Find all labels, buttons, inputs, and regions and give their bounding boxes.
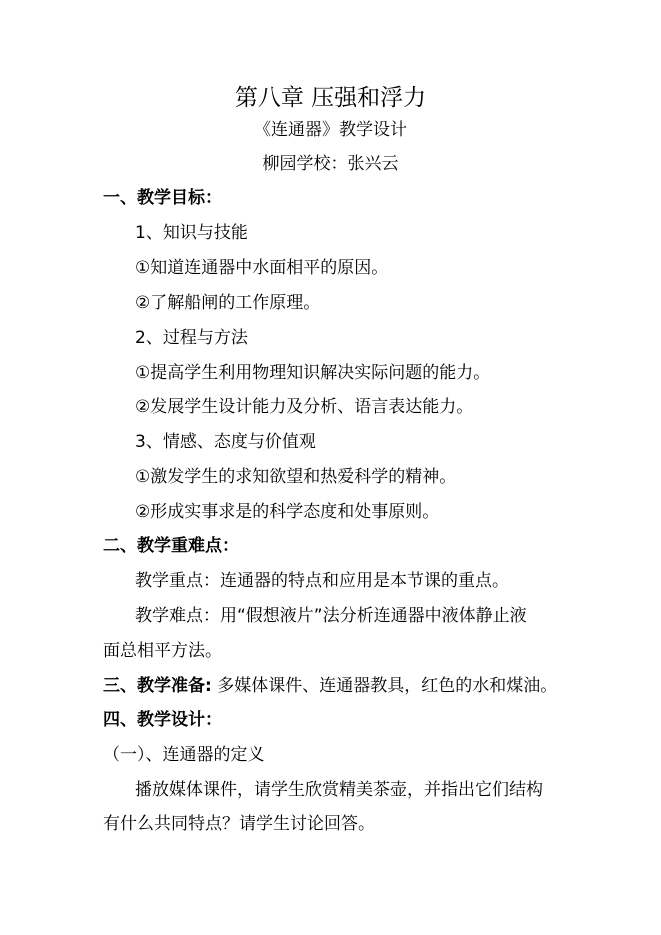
document-author: 柳园学校：张兴云 [262, 154, 399, 174]
preparation-line [103, 675, 557, 697]
objective-item: ②发展学生设计能力及分析、语言表达能力。 [135, 397, 474, 417]
key-point-text: 教学重点：连通器的特点和应用是本节课的重点。 [135, 571, 509, 591]
objective-process-methods: 2、过程与方法 [135, 328, 248, 348]
objective-item: ①知道连通器中水面相平的原因。 [135, 258, 389, 278]
section-heading-key-points: 二、教学重难点： [103, 536, 239, 556]
difficulty-text-line2: 面总相平方法。 [103, 641, 222, 661]
section-heading-objectives: 一、教学目标： [103, 188, 222, 208]
design-paragraph-line1: 播放媒体课件，请学生欣赏精美茶壶，并指出它们结构 [135, 780, 543, 800]
objective-emotion-values: 3、情感、态度与价值观 [135, 432, 316, 452]
document-title: 第八章 压强和浮力 [234, 85, 427, 111]
section-heading-design: 四、教学设计： [103, 710, 222, 730]
document-subtitle: 《连通器》教学设计 [254, 120, 407, 140]
subsection-definition: （一）、连通器的定义 [103, 745, 265, 765]
preparation-text: 多媒体课件、连通器教具，红色的水和煤油。 [211, 676, 558, 696]
objective-knowledge-skills: 1、知识与技能 [135, 223, 248, 243]
objective-item: ①激发学生的求知欲望和热爱科学的精神。 [135, 467, 457, 487]
objective-item: ①提高学生利用物理知识解决实际问题的能力。 [135, 363, 491, 383]
objective-item: ②了解船闸的工作原理。 [135, 293, 321, 313]
design-paragraph-line2: 有什么共同特点？请学生讨论回答。 [103, 814, 375, 834]
difficulty-text-line1: 教学难点：用“假想液片”法分析连通器中液体静止液 [135, 606, 527, 626]
objective-item: ②形成实事求是的科学态度和处事原则。 [135, 502, 440, 522]
section-heading-preparation: 三、教学准备: [103, 676, 212, 696]
